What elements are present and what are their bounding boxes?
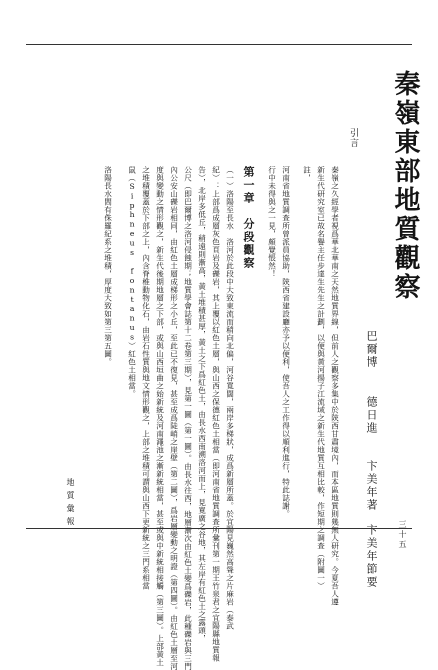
paper-title: 秦嶺東部地質觀察	[390, 70, 420, 302]
closing-line: 洛陽長水間有侏羅紀系之堆積，厚度大致如第三第五圖。	[103, 166, 113, 366]
body-line: 之堆積覆蓋於下部之上，內含脊椎動物化石，由岩石性質與地文情形觀之，上部之堆積可謂與山西下更新統之三門系相當	[141, 166, 151, 590]
author-1: 巴爾博	[365, 330, 378, 369]
intro-line: 河南省地質調查所曾派員協助，陝西省建設廳亦予以便利，使吾人之工作得以順利進行，特此誌謝。	[281, 166, 291, 518]
body-line: 紀）：上部爲成層灰色頁岩及礫岩，其上覆以紅色土層，與山西之保德紅色土相當（即河南省地質調查所彙刊第一期王竹泉君之宜陽縣地質報	[211, 166, 221, 662]
author-4: 卞美年節要	[365, 524, 378, 589]
body-line: 公尺（即巴爾博之洛河侵蝕期；地質學會誌第十二卷第三期），見第一圖（第一圖）。由長水往西，地層漸次由紅色土變爲礫岩，此種礫岩與三門	[183, 166, 193, 670]
section-1-line: （一）洛陽至長水 洛河於此段中大致東流而稍向北偏，河谷寬闊，兩岸多梯狀，成爲新層所蓋。於宜陽見巍然高聳之片麻岩（泰武	[225, 166, 235, 630]
intro-line: 新生代研究室已故名譽主任步達生先生之計劃，以便與黃河揚子江流域之新生代地質互相比較，作短期之調查（附圖一）	[316, 166, 326, 590]
journal-name: 地質彙報	[66, 478, 75, 530]
body-line: 內公安山礫岩相同，由紅色土層成梯形之小丘，至此已不復見，甚至成爲陡峭之崖壁（第二圖），爲岩層變動之明證（第四圖）。由紅色土層至河	[169, 166, 179, 670]
author-3: 卞美年著	[365, 460, 378, 512]
intro-line: 註，	[302, 166, 312, 182]
footer-rule	[26, 528, 412, 529]
chapter-heading: 第一章 分段觀察	[242, 166, 255, 270]
intro-line: 行中未得與之一見，頗覺悵然！	[267, 166, 277, 278]
body-line: 度與變動之情形觀之，新生代後期地層之下部，或與山西垣曲之始新統及河南澠池之漸新統相當，甚至或與中新統相接觸（第三圖）。上部黃土	[155, 166, 165, 667]
body-line: 鼠（Siphneus fontanus）紅色土相當。	[127, 166, 137, 398]
page-number: 三十五	[398, 520, 407, 550]
body-line: 告），北岸多低丘，稍遠則漸高，黃土堆積甚厚，黃土之下爲紅色土，由長水西南溯洛河而上，見寬廣之谷地，其左岸有紅色土之露頭，	[197, 166, 207, 643]
header-rule	[26, 44, 412, 45]
section-label-intro: 引言	[348, 128, 358, 149]
author-2: 德日進	[365, 396, 378, 435]
intro-line: 秦嶺之久經學者視爲華北華南之天然地質界線，但前人之觀察多集中於陝西甘肅境內，而本區地質則幾無人研究。今夏吾人遵	[330, 166, 340, 606]
